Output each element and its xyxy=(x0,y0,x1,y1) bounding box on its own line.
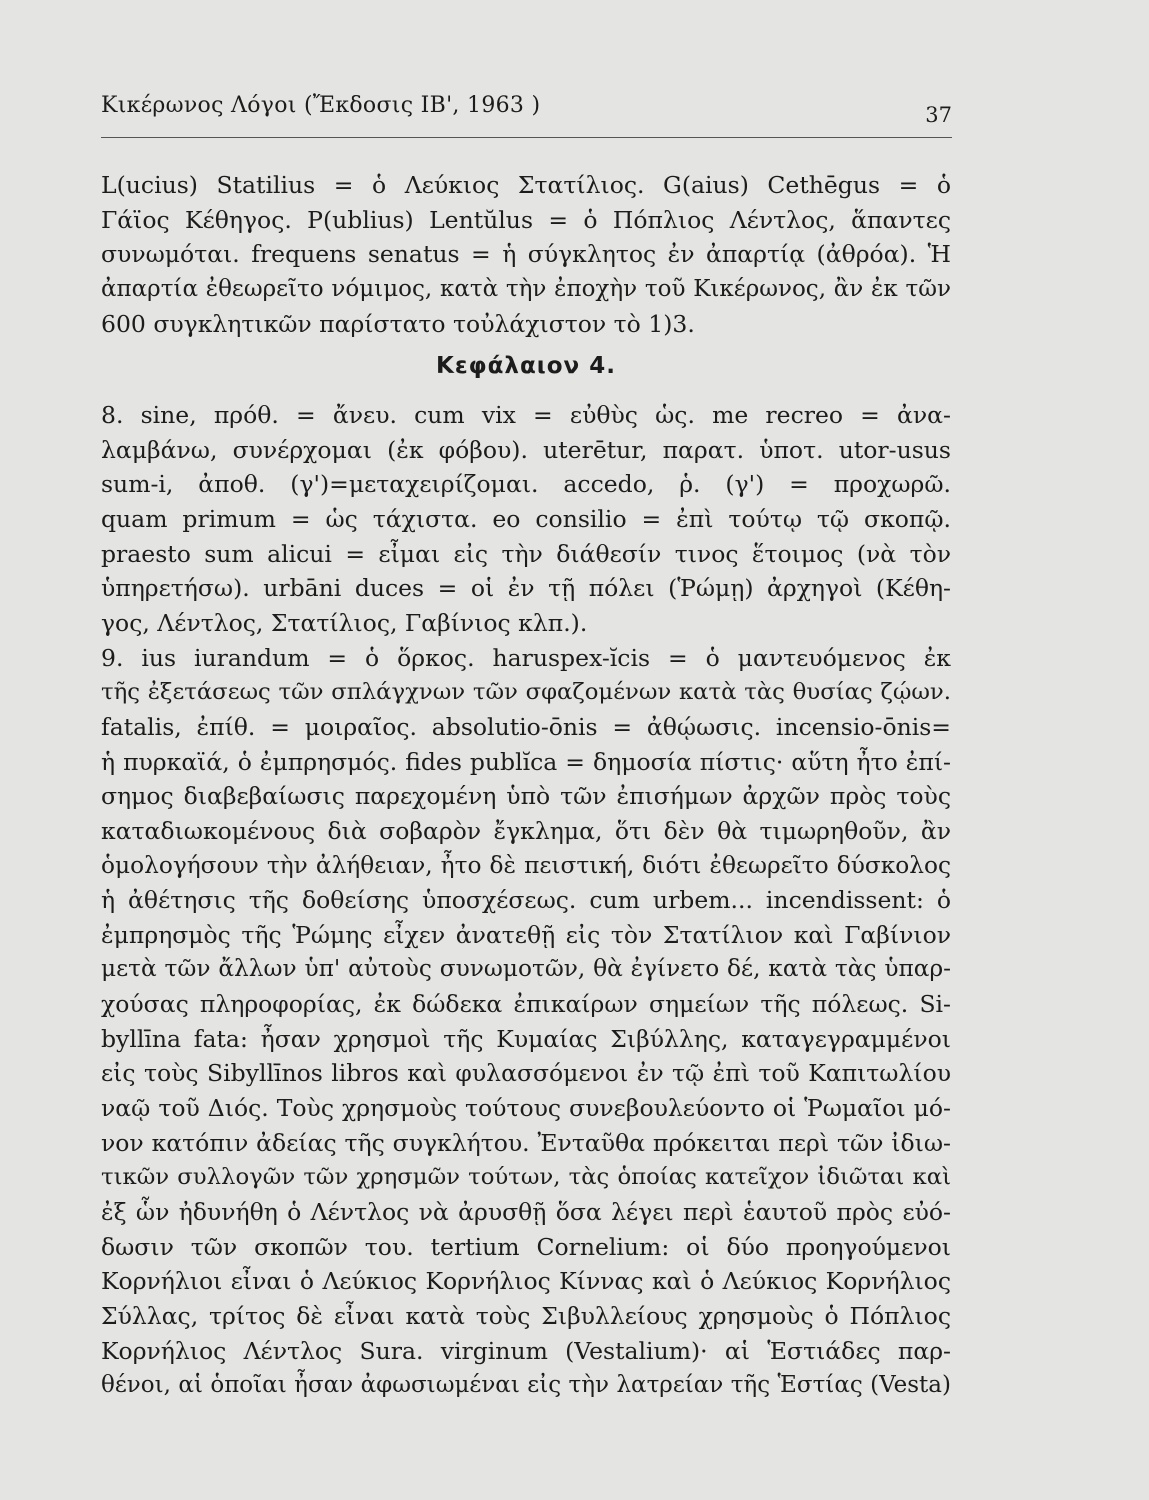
text-line: 8. sine, πρόθ. = ἄνευ. cum vix = εὐθὺς ὡς. me recreo = ἀνα- xyxy=(101,401,951,430)
text-line: ἀπαρτία ἐθεωρεῖτο νόμιμος, κατὰ τὴν ἐποχὴν τοῦ Κικέρωνος, ἂν ἐκ τῶν xyxy=(101,275,951,302)
text-line: χούσας πληροφορίας, ἐκ δώδεκα ἐπικαίρων σημείων τῆς πόλεως. Si- xyxy=(101,990,951,1019)
chapter-heading: Κεφάλαιον 4. xyxy=(436,353,616,380)
text-line: ἡ ἀθέτησις τῆς δοθείσης ὑποσχέσεως. cum urbem... incendissent: ὁ xyxy=(101,886,951,915)
body-text xyxy=(101,168,951,1403)
text-line: fatalis, ἐπίθ. = μοιραῖος. absolutio-ōnis = ἀθῴωσις. incensio-ōnis= xyxy=(101,712,951,741)
running-title: Κικέρωνος Λόγοι (Ἔκδοσις ΙΒ', 1963 ) xyxy=(101,93,541,118)
text-line: 9. ius iurandum = ὁ ὅρκος. haruspex-ĭcis = ὁ μαντευόμενος ἐκ xyxy=(101,643,951,672)
text-line: praesto sum alicui = εἶμαι εἰς τὴν διάθεσίν τινος ἕτοιμος (νὰ τὸν xyxy=(101,539,951,568)
text-line: δωσιν τῶν σκοπῶν του. tertium Cornelium: οἱ δύο προηγούμενοι xyxy=(101,1232,951,1261)
text-line: ὑπηρετήσω). urbāni duces = οἱ ἐν τῇ πόλει (Ῥώμῃ) ἀρχηγοὶ (Κέθη- xyxy=(101,574,951,603)
text-line: sum-i, ἀποθ. (γ')=μεταχειρίζομαι. accedo, ῥ. (γ') = προχωρῶ. xyxy=(101,470,951,499)
text-line: Σύλλας, τρίτος δὲ εἶναι κατὰ τοὺς Σιβυλλείους χρησμοὺς ὁ Πόπλιος xyxy=(101,1301,951,1330)
text-line: καταδιωκομένους διὰ σοβαρὸν ἔγκλημα, ὅτι δὲν θὰ τιμωρηθοῦν, ἂν xyxy=(101,816,951,845)
text-line: μετὰ τῶν ἄλλων ὑπ' αὐτοὺς συνωμοτῶν, θὰ ἐγίνετο δέ, κατὰ τὰς ὑπαρ- xyxy=(101,955,951,983)
text-line: Κορνήλιος Λέντλος Sura. virginum (Vestalium)· αἱ Ἑστιάδες παρ- xyxy=(101,1336,951,1365)
text-line: σημος διαβεβαίωσις παρεχομένη ὑπὸ τῶν ἐπισήμων ἀρχῶν πρὸς τοὺς xyxy=(101,782,951,811)
text-line: L(ucius) Statilius = ὁ Λεύκιος Στατίλιος. G(aius) Cethēgus = ὁ xyxy=(101,171,951,199)
text-line: Κορνήλιοι εἶναι ὁ Λεύκιος Κορνήλιος Κίννας καὶ ὁ Λεύκιος Κορνήλιος xyxy=(101,1267,951,1296)
text-line: ἡ πυρκαϊά, ὁ ἐμπρησμός. fides publĭca = δημοσία πίστις· αὕτη ἦτο ἐπί- xyxy=(101,747,951,776)
text-line: γος, Λέντλος, Στατίλιος, Γαβίνιος κλπ.). xyxy=(101,609,588,638)
text-line: λαμβάνω, συνέρχομαι (ἐκ φόβου). uterētur, παρατ. ὑποτ. utor-usus xyxy=(101,435,951,464)
text-line: νον κατόπιν ἀδείας τῆς συγκλήτου. Ἐνταῦθα πρόκειται περὶ τῶν ἰδιω- xyxy=(101,1128,951,1157)
text-line: ὁμολογήσουν τὴν ἀλήθειαν, ἦτο δὲ πειστική, διότι ἐθεωρεῖτο δύσκολος xyxy=(101,851,951,879)
text-line: Γάϊος Κέθηγος. P(ublius) Lentŭlus = ὁ Πόπλιος Λέντλος, ἅπαντες xyxy=(101,205,951,234)
page-number: 37 xyxy=(925,103,952,127)
text-line: 600 συγκλητικῶν παρίστατο τοὐλάχιστον τὸ 1)3. xyxy=(101,309,695,338)
text-line: ἐξ ὧν ἠδυνήθη ὁ Λέντλος νὰ ἀρυσθῇ ὅσα λέγει περὶ ἑαυτοῦ πρὸς εὐό- xyxy=(101,1197,951,1226)
text-line: συνωμόται. frequens senatus = ἡ σύγκλητος ἐν ἀπαρτίᾳ (ἀθρόα). Ἡ xyxy=(101,240,951,269)
page-header xyxy=(101,93,952,127)
header-rule xyxy=(101,137,952,138)
text-line: τικῶν συλλογῶν τῶν χρησμῶν τούτων, τὰς ὁποίας κατεῖχον ἰδιῶται καὶ xyxy=(101,1164,951,1191)
text-line: quam primum = ὡς τάχιστα. eo consilio = ἐπὶ τούτῳ τῷ σκοπῷ. xyxy=(101,505,951,534)
text-line: θένοι, αἱ ὁποῖαι ἦσαν ἀφωσιωμέναι εἰς τὴν λατρείαν τῆς Ἑστίας (Vesta) xyxy=(101,1372,951,1399)
text-line: ἐμπρησμὸς τῆς Ῥώμης εἶχεν ἀνατεθῇ εἰς τὸν Στατίλιον καὶ Γαβίνιον xyxy=(101,920,951,949)
text-line: ναῷ τοῦ Διός. Τοὺς χρησμοὺς τούτους συνεβουλεύοντο οἱ Ῥωμαῖοι μό- xyxy=(101,1094,951,1123)
text-line: byllīna fata: ἦσαν χρησμοὶ τῆς Κυμαίας Σιβύλλης, καταγεγραμμένοι xyxy=(101,1024,951,1053)
text-line: εἰς τοὺς Sibyllīnos libros καὶ φυλασσόμενοι ἐν τῷ ἐπὶ τοῦ Καπιτωλίου xyxy=(101,1059,951,1088)
text-line: τῆς ἐξετάσεως τῶν σπλάγχνων τῶν σφαζομένων κατὰ τὰς θυσίας ζῴων. xyxy=(101,679,951,706)
